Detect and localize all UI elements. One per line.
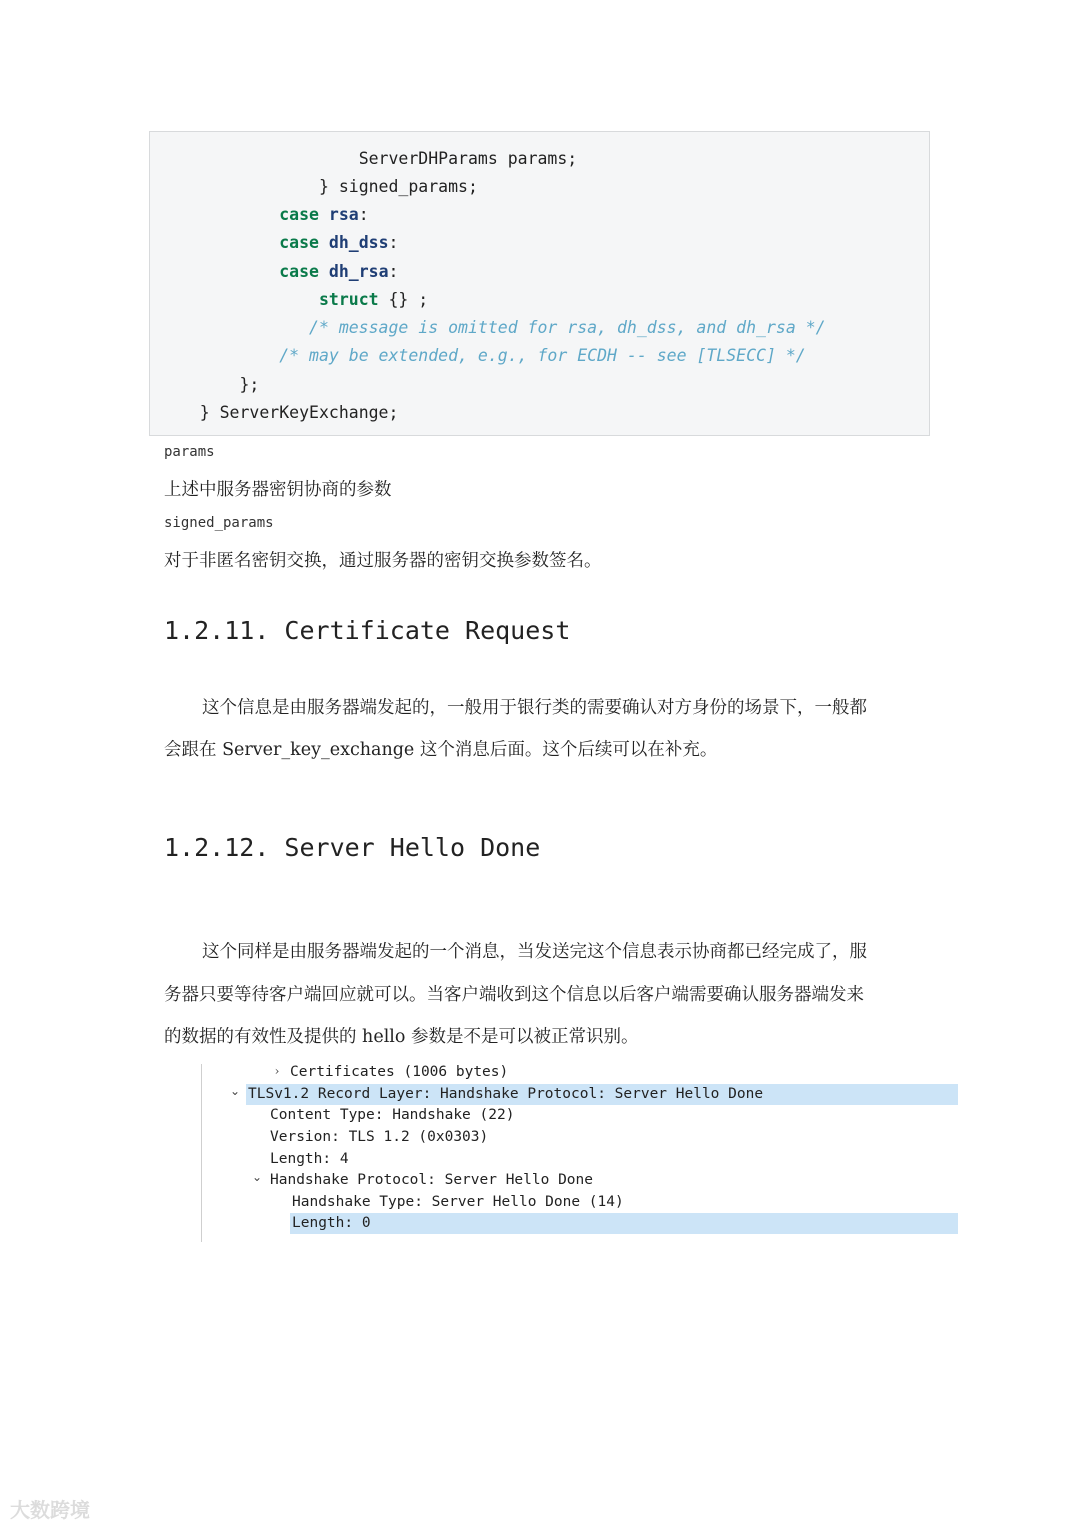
collapse-arrow-icon[interactable]: ⌄: [229, 1084, 241, 1098]
code-keyword: case: [279, 205, 319, 224]
code-keyword: case: [279, 262, 319, 281]
code-line: [160, 149, 577, 169]
tree-row-handshake-type[interactable]: Handshake Type: Server Hello Done (14): [292, 1194, 624, 1210]
code-text: {} ;: [378, 290, 429, 309]
code-text: } ServerKeyExchange;: [199, 403, 399, 422]
code-identifier: rsa: [328, 205, 359, 224]
watermark-logo: 大数跨境: [10, 1498, 90, 1522]
code-text: :: [358, 205, 369, 224]
paragraph-line: 这个同样是由服务器端发起的一个消息，当发送完这个信息表示协商都已经完成了，服: [202, 942, 867, 962]
expand-arrow-icon[interactable]: ›: [274, 1064, 280, 1078]
signed-params-term: signed_params: [164, 515, 274, 531]
tree-row-content-type[interactable]: Content Type: Handshake (22): [270, 1107, 515, 1123]
code-line: [160, 233, 398, 253]
code-text: [319, 262, 329, 281]
tree-row-handshake-protocol[interactable]: Handshake Protocol: Server Hello Done: [270, 1172, 594, 1188]
section-heading-server-hello-done: 1.2.12. Server Hello Done: [164, 833, 541, 862]
code-line: [160, 262, 398, 282]
code-text: } signed_params;: [318, 177, 478, 196]
code-keyword: struct: [318, 290, 379, 309]
code-line: [160, 205, 369, 225]
tree-row-length[interactable]: Length: 4: [270, 1151, 349, 1167]
code-identifier: dh_dss: [328, 233, 389, 252]
code-text: ServerDHParams params;: [358, 149, 578, 168]
params-term: params: [164, 444, 215, 460]
code-line: [160, 375, 259, 395]
code-line: [160, 346, 806, 366]
code-text: :: [388, 262, 399, 281]
tree-row-version[interactable]: Version: TLS 1.2 (0x0303): [270, 1129, 489, 1145]
code-text: [319, 233, 329, 252]
code-line: [160, 318, 826, 338]
paragraph-line: 会跟在 Server_key_exchange 这个消息后面。这个后续可以在补充。: [164, 740, 718, 760]
code-line: [160, 403, 398, 423]
code-text: :: [388, 233, 399, 252]
tree-row-handshake-length[interactable]: Length: 0: [290, 1213, 958, 1234]
code-comment: /* message is omitted for rsa, dh_dss, and dh_rsa */: [309, 318, 826, 337]
paragraph-line: 的数据的有效性及提供的 hello 参数是不是可以被正常识别。: [164, 1027, 639, 1047]
code-line: [160, 290, 428, 310]
params-description: 上述中服务器密钥协商的参数: [164, 480, 392, 500]
code-keyword: case: [279, 233, 319, 252]
packet-details-tree: [201, 1064, 958, 1242]
collapse-arrow-icon[interactable]: ⌄: [251, 1170, 263, 1184]
paragraph-line: 这个信息是由服务器端发起的，一般用于银行类的需要确认对方身份的场景下，一般都: [202, 698, 867, 718]
code-block: [149, 131, 930, 436]
code-line: [160, 177, 478, 197]
code-text: };: [239, 375, 260, 394]
signed-params-description: 对于非匿名密钥交换，通过服务器的密钥交换参数签名。: [164, 551, 602, 571]
section-heading-certificate-request: 1.2.11. Certificate Request: [164, 616, 571, 645]
code-comment: /* may be extended, e.g., for ECDH -- see [TLSECC] */: [279, 346, 806, 365]
code-identifier: dh_rsa: [328, 262, 389, 281]
tree-row-certificates[interactable]: Certificates (1006 bytes): [290, 1064, 509, 1080]
tree-row-record-layer[interactable]: TLSv1.2 Record Layer: Handshake Protocol: Server Hello Done: [246, 1084, 958, 1105]
paragraph-line: 务器只要等待客户端回应就可以。当客户端收到这个信息以后客户端需要确认服务器端发来: [164, 985, 864, 1005]
code-text: [319, 205, 329, 224]
